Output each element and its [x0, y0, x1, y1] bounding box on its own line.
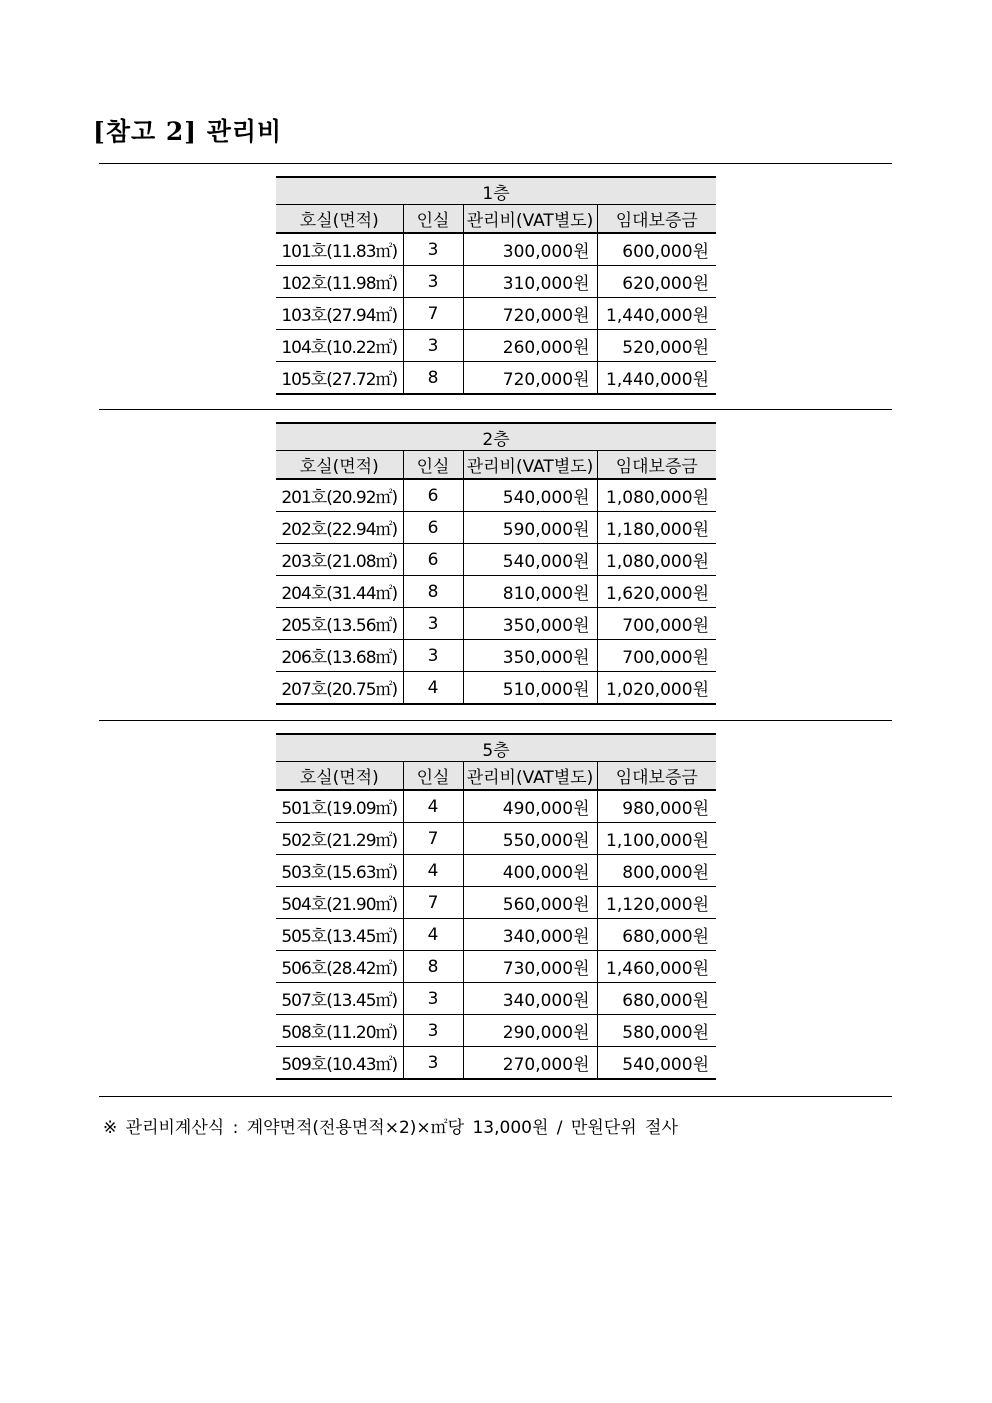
- room-cell: 103호(27.94㎡): [276, 298, 403, 330]
- room-cell: 202호(22.94㎡): [276, 512, 403, 544]
- room-cell: 506호(28.42㎡): [276, 951, 403, 983]
- fee-cell: 590,000원: [463, 512, 597, 544]
- room-cell: 105호(27.72㎡): [276, 362, 403, 395]
- floor-2-table: [276, 422, 716, 705]
- table-row: [276, 266, 716, 298]
- header-deposit: 임대보증금: [597, 205, 716, 234]
- deposit-cell: 1,100,000원: [597, 823, 716, 855]
- persons-cell: 3: [403, 608, 463, 640]
- fee-cell: 300,000원: [463, 233, 597, 266]
- persons-cell: 4: [403, 672, 463, 705]
- divider: [99, 720, 892, 721]
- room-cell: 507호(13.45㎡): [276, 983, 403, 1015]
- fee-cell: 340,000원: [463, 919, 597, 951]
- table-row: [276, 640, 716, 672]
- room-cell: 206호(13.68㎡): [276, 640, 403, 672]
- persons-cell: 6: [403, 512, 463, 544]
- fee-cell: 720,000원: [463, 362, 597, 395]
- header-fee: 관리비(VAT별도): [463, 205, 597, 234]
- room-cell: 504호(21.90㎡): [276, 887, 403, 919]
- deposit-cell: 1,020,000원: [597, 672, 716, 705]
- persons-cell: 3: [403, 1015, 463, 1047]
- fee-cell: 400,000원: [463, 855, 597, 887]
- header-persons: 인실: [403, 762, 463, 791]
- table-row: [276, 823, 716, 855]
- persons-cell: 3: [403, 330, 463, 362]
- room-cell: 505호(13.45㎡): [276, 919, 403, 951]
- deposit-cell: 700,000원: [597, 608, 716, 640]
- table-row: [276, 544, 716, 576]
- header-persons: 인실: [403, 451, 463, 480]
- room-cell: 201호(20.92㎡): [276, 479, 403, 512]
- deposit-cell: 1,460,000원: [597, 951, 716, 983]
- deposit-cell: 680,000원: [597, 983, 716, 1015]
- deposit-cell: 1,080,000원: [597, 544, 716, 576]
- table-row: [276, 855, 716, 887]
- fee-cell: 350,000원: [463, 608, 597, 640]
- table-row: [276, 1047, 716, 1080]
- table-row: [276, 362, 716, 395]
- table-row: [276, 951, 716, 983]
- table-row: [276, 919, 716, 951]
- table-row: [276, 330, 716, 362]
- floor-label: 5층: [276, 734, 716, 762]
- persons-cell: 7: [403, 823, 463, 855]
- fee-cell: 490,000원: [463, 790, 597, 823]
- deposit-cell: 580,000원: [597, 1015, 716, 1047]
- fee-cell: 730,000원: [463, 951, 597, 983]
- persons-cell: 7: [403, 298, 463, 330]
- header-fee: 관리비(VAT별도): [463, 762, 597, 791]
- table-row: [276, 1015, 716, 1047]
- room-cell: 101호(11.83㎡): [276, 233, 403, 266]
- persons-cell: 3: [403, 266, 463, 298]
- header-fee: 관리비(VAT별도): [463, 451, 597, 480]
- room-cell: 207호(20.75㎡): [276, 672, 403, 705]
- persons-cell: 4: [403, 855, 463, 887]
- header-persons: 인실: [403, 205, 463, 234]
- deposit-cell: 980,000원: [597, 790, 716, 823]
- fee-cell: 260,000원: [463, 330, 597, 362]
- page-title: [참고 2] 관리비: [93, 117, 283, 146]
- deposit-cell: 700,000원: [597, 640, 716, 672]
- header-room: 호실(면적): [276, 205, 403, 234]
- room-cell: 503호(15.63㎡): [276, 855, 403, 887]
- table-row: [276, 479, 716, 512]
- persons-cell: 6: [403, 544, 463, 576]
- deposit-cell: 680,000원: [597, 919, 716, 951]
- table-row: [276, 672, 716, 705]
- room-cell: 204호(31.44㎡): [276, 576, 403, 608]
- floor-label: 1층: [276, 177, 716, 205]
- room-cell: 501호(19.09㎡): [276, 790, 403, 823]
- deposit-cell: 600,000원: [597, 233, 716, 266]
- deposit-cell: 800,000원: [597, 855, 716, 887]
- divider: [99, 1096, 892, 1097]
- header-room: 호실(면적): [276, 762, 403, 791]
- room-cell: 203호(21.08㎡): [276, 544, 403, 576]
- fee-cell: 310,000원: [463, 266, 597, 298]
- floor-1-table: [276, 176, 716, 395]
- deposit-cell: 1,620,000원: [597, 576, 716, 608]
- persons-cell: 8: [403, 576, 463, 608]
- divider: [99, 409, 892, 410]
- deposit-cell: 540,000원: [597, 1047, 716, 1080]
- room-cell: 508호(11.20㎡): [276, 1015, 403, 1047]
- fee-cell: 720,000원: [463, 298, 597, 330]
- deposit-cell: 1,180,000원: [597, 512, 716, 544]
- fee-cell: 350,000원: [463, 640, 597, 672]
- divider: [99, 163, 892, 164]
- fee-cell: 290,000원: [463, 1015, 597, 1047]
- persons-cell: 3: [403, 640, 463, 672]
- fee-cell: 340,000원: [463, 983, 597, 1015]
- floor-5-table: [276, 733, 716, 1080]
- persons-cell: 8: [403, 362, 463, 395]
- fee-cell: 560,000원: [463, 887, 597, 919]
- fee-cell: 540,000원: [463, 479, 597, 512]
- fee-cell: 270,000원: [463, 1047, 597, 1080]
- table-row: [276, 887, 716, 919]
- table-row: [276, 790, 716, 823]
- persons-cell: 6: [403, 479, 463, 512]
- fee-cell: 810,000원: [463, 576, 597, 608]
- deposit-cell: 620,000원: [597, 266, 716, 298]
- deposit-cell: 1,440,000원: [597, 362, 716, 395]
- room-cell: 509호(10.43㎡): [276, 1047, 403, 1080]
- floor-label: 2층: [276, 423, 716, 451]
- deposit-cell: 520,000원: [597, 330, 716, 362]
- table-row: [276, 576, 716, 608]
- header-deposit: 임대보증금: [597, 451, 716, 480]
- persons-cell: 7: [403, 887, 463, 919]
- persons-cell: 3: [403, 983, 463, 1015]
- table-row: [276, 512, 716, 544]
- calculation-note: ※ 관리비계산식 : 계약면적(전용면적×2)×㎡당 13,000원 / 만원단위 절사: [103, 1118, 678, 1138]
- deposit-cell: 1,120,000원: [597, 887, 716, 919]
- deposit-cell: 1,080,000원: [597, 479, 716, 512]
- room-cell: 205호(13.56㎡): [276, 608, 403, 640]
- persons-cell: 4: [403, 919, 463, 951]
- persons-cell: 3: [403, 1047, 463, 1080]
- fee-cell: 540,000원: [463, 544, 597, 576]
- fee-cell: 550,000원: [463, 823, 597, 855]
- fee-cell: 510,000원: [463, 672, 597, 705]
- header-room: 호실(면적): [276, 451, 403, 480]
- deposit-cell: 1,440,000원: [597, 298, 716, 330]
- table-row: [276, 608, 716, 640]
- table-row: [276, 298, 716, 330]
- table-row: [276, 983, 716, 1015]
- header-deposit: 임대보증금: [597, 762, 716, 791]
- room-cell: 502호(21.29㎡): [276, 823, 403, 855]
- persons-cell: 4: [403, 790, 463, 823]
- room-cell: 102호(11.98㎡): [276, 266, 403, 298]
- persons-cell: 3: [403, 233, 463, 266]
- room-cell: 104호(10.22㎡): [276, 330, 403, 362]
- table-row: [276, 233, 716, 266]
- persons-cell: 8: [403, 951, 463, 983]
